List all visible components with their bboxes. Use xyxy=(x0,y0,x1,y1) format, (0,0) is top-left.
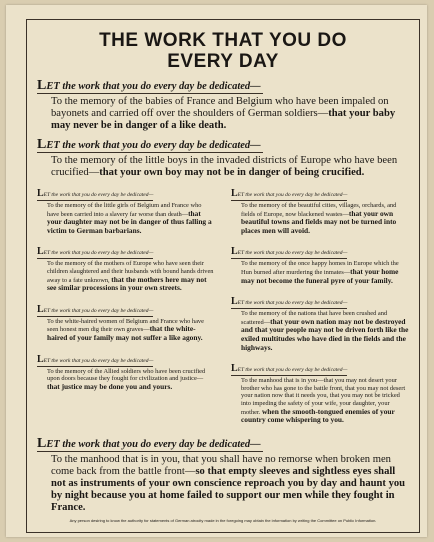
dedication-item: LET the work that you do every day be dedicated— To the memory of the mothers of Europe who have seen their children slaughtered and their husbands with bound hands driven away to a fate unknown, that the mothers here may not see similar processions in your own streets. xyxy=(37,246,214,293)
dedication-heading: LET the work that you do every day be dedicated— xyxy=(37,78,261,93)
title-line-2: EVERY DAY xyxy=(167,51,279,72)
dedication-item: LET the work that you do every day be dedicated— To the white-haired women of Belgium and France who have seen honest men dig their own graves—that the white-haired of your family may not suffer a like agony. xyxy=(37,303,204,342)
dedication-heading-small: LET the work that you do every day be dedicated— xyxy=(231,296,348,308)
dedication-item: LET the work that you do every day be dedicated— To the manhood that is in you—that you may not desert your brother who has gone to the battle front, that you may not desert your nation now that it needs you, that you may not be tricked into impeding the safety of your wife, your daughter, your mother. when the smooth-tongued enemies of your country come whispering to you. xyxy=(231,363,406,425)
footer-note: Any person desiring to know the authority for statements of German atrocity made in the foregoing may obtain the information by writing the Committee on Public Information. xyxy=(69,517,377,523)
poster-title xyxy=(37,30,409,72)
dedication-heading-small: LET the work that you do every day be dedicated— xyxy=(231,363,348,375)
right-column xyxy=(231,183,409,431)
dedication-heading-small: LET the work that you do every day be dedicated— xyxy=(37,246,154,258)
poster-frame xyxy=(26,19,420,533)
dedication-item: LET the work that you do every day be dedicated— To the memory of the beautiful cities, villages, orchards, and fields of Europe, now blackened wastes—that your own beautiful towns and fields may not be turned into places men will avoid. xyxy=(231,188,397,235)
two-column-section xyxy=(37,183,409,431)
lead-paragraph-1: To the memory of the babies of France and Belgium who have been impaled on bayonets and carried off over the shoulders of German soldiers—that your baby may never be in danger of a like death. xyxy=(51,96,396,131)
poster-sheet xyxy=(6,5,427,537)
lead-section-1 xyxy=(37,76,409,132)
dedication-item: LET the work that you do every day be dedicated— To the memory of the little girls of Belgium and France who have been carried into a slavery far worse than death—that your daughter may not be in danger of thus falling a victim to German barbarians. xyxy=(37,188,212,235)
dedication-item: LET the work that you do every day be dedicated— To the memory of the once happy homes in Europe which the Hun burned after murdering the inmates—that your home may not become the funeral pyre of your family. xyxy=(231,246,399,285)
dedication-heading-small: LET the work that you do every day be dedicated— xyxy=(37,353,154,365)
lead-section-3 xyxy=(37,434,409,514)
dedication-heading-small: LET the work that you do every day be dedicated— xyxy=(37,188,154,199)
lead-paragraph-3: To the manhood that is in you, that you shall have no remorse when broken men come back from the battle front—so that empty sleeves and sightless eyes shall not as instruments of your own conscience reproach you by day and haunt you by night because you at home failed to support our men while they fought in France. xyxy=(51,453,406,513)
dedication-heading-small: LET the work that you do every day be dedicated— xyxy=(37,303,154,315)
dedication-item: LET the work that you do every day be dedicated— To the memory of the nations that have been crushed and scattered—that your own nation may not be destroyed and that your people may not be driven forth like the exiled multitudes who have died in the fields and the highways. xyxy=(231,296,409,352)
lead-section-2 xyxy=(37,135,409,179)
dedication-heading: LET the work that you do every day be dedicated— xyxy=(37,435,261,451)
dedication-heading-small: LET the work that you do every day be dedicated— xyxy=(231,246,348,258)
lead-paragraph-2: To the memory of the little boys in the invaded districts of Europe who have been crucified—that your own boy may not be in danger of being crucified. xyxy=(51,155,398,178)
left-column xyxy=(37,183,215,431)
dedication-heading-small: LET the work that you do every day be dedicated— xyxy=(231,188,348,199)
title-line-1: THE WORK THAT YOU DO xyxy=(99,30,347,51)
dedication-item: LET the work that you do every day be dedicated— To the memory of the Allied soldiers who have been crucified upon doors because they fought for civilization and justice—that justice may be done you and yours. xyxy=(37,353,206,391)
dedication-heading: LET the work that you do every day be dedicated— xyxy=(37,137,261,152)
